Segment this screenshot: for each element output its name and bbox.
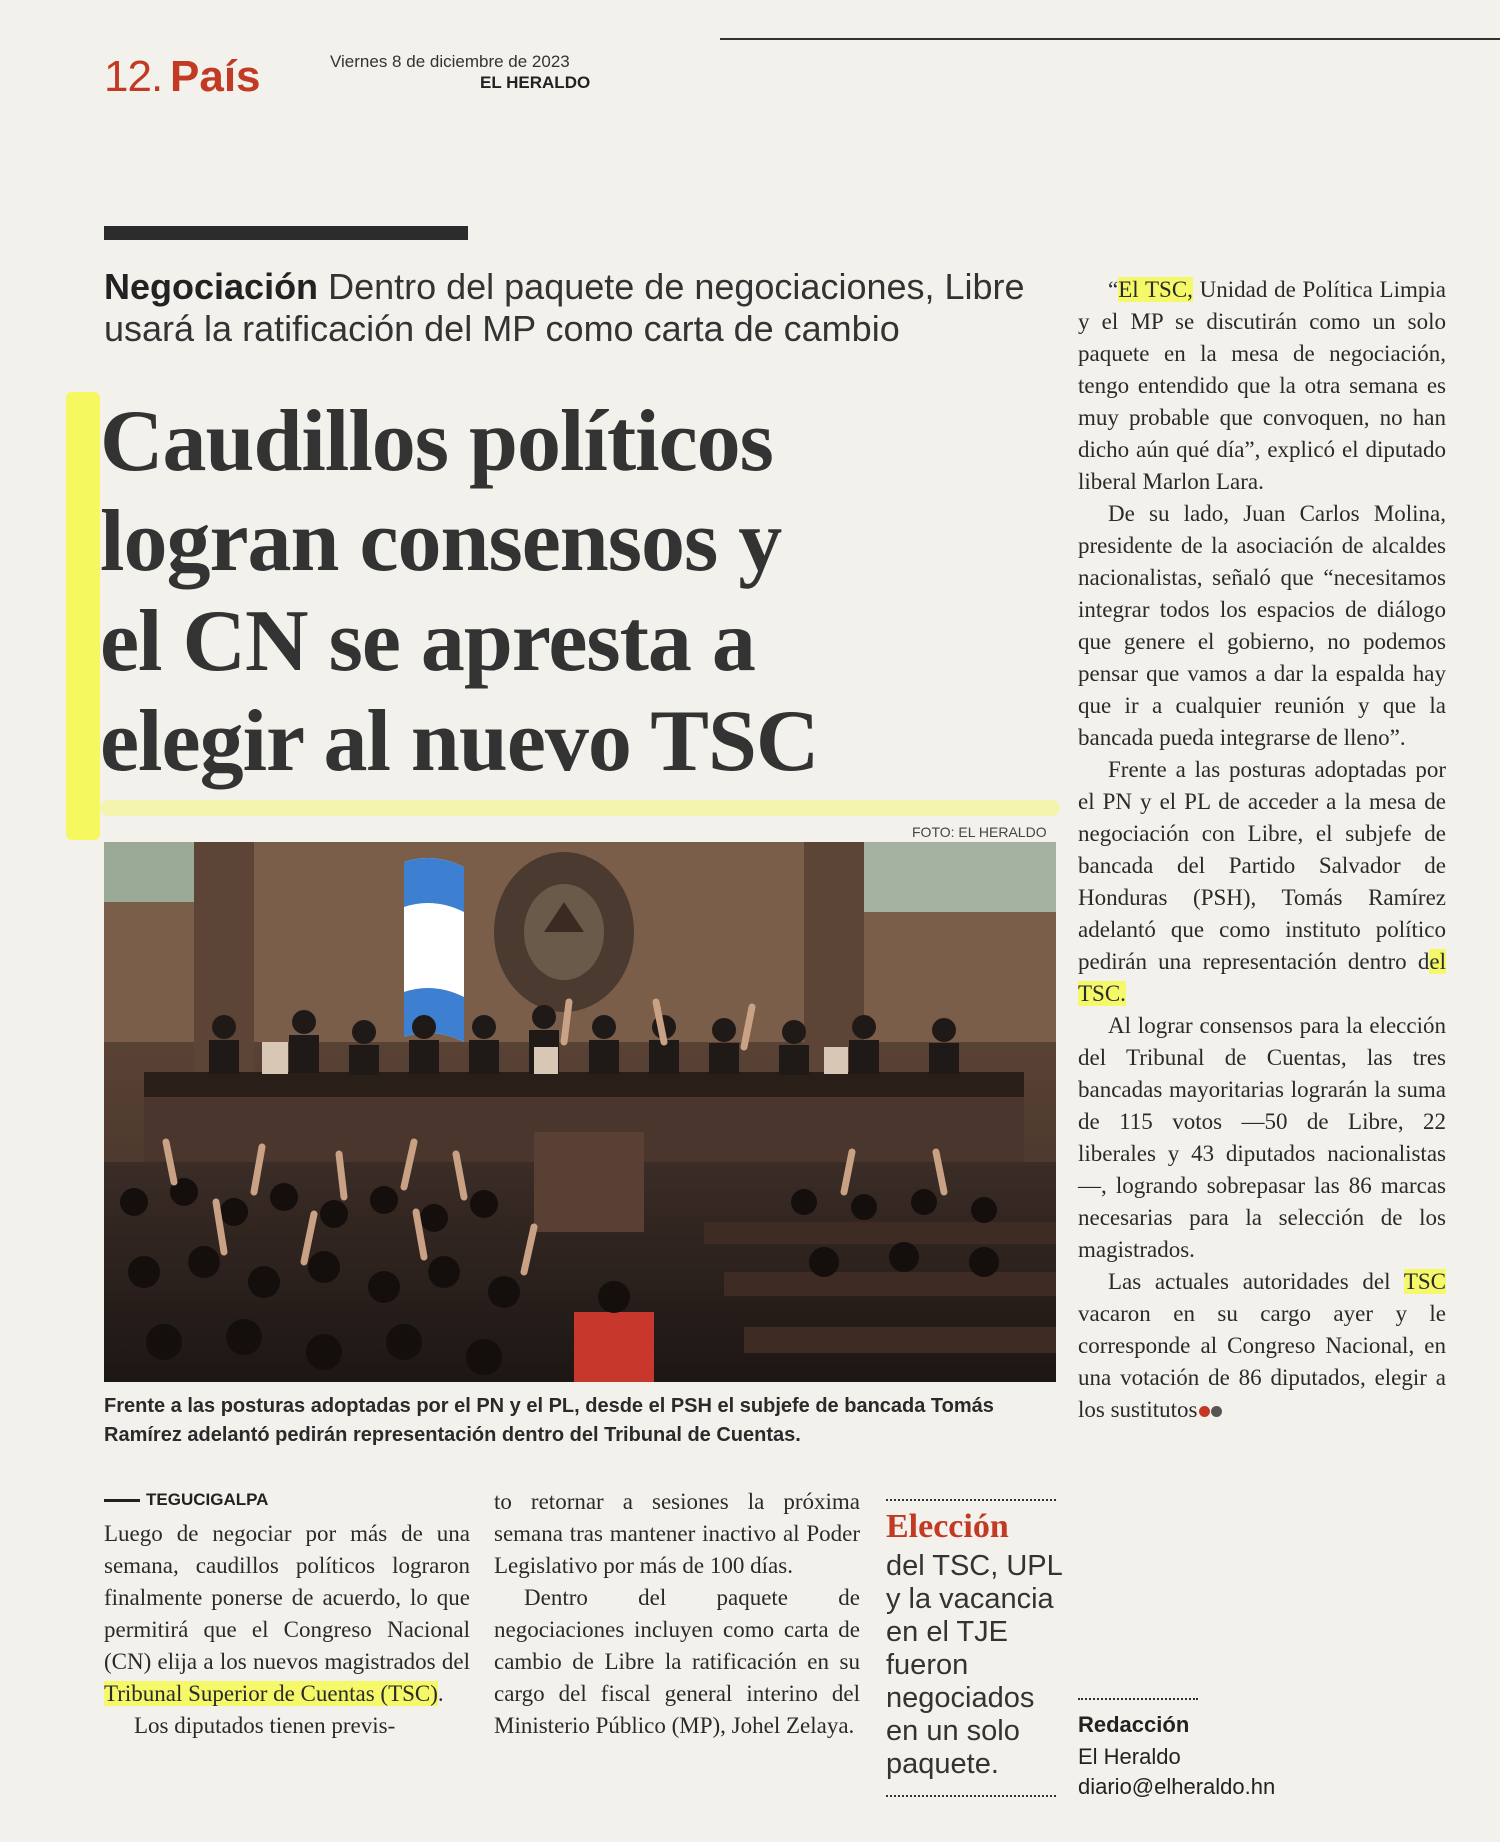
page-number: 12. — [104, 52, 163, 101]
article-top-bar — [104, 226, 468, 240]
sidebar-title: Elección — [886, 1508, 1009, 1545]
article-column-1 — [104, 1518, 470, 1742]
paragraph-text: “ — [1108, 277, 1119, 302]
dateline — [104, 1490, 268, 1510]
photo-credit: FOTO: EL HERALDO — [912, 824, 1047, 840]
kicker-text: Dentro del paquete de negociaciones, Libre usará la ratificación del MP como carta de cambio — [104, 266, 1025, 349]
dateline-text: TEGUCIGALPA — [146, 1490, 269, 1509]
sidebar-rule — [886, 1499, 1056, 1501]
article-paragraph: Los diputados tienen previs- — [134, 1713, 396, 1738]
article-paragraph — [104, 1518, 470, 1710]
paragraph-text: vacaron en su cargo ayer y le corresponde al Congreso Nacional, en una votación de 86 diputados, elegir a los sustitutos — [1078, 1301, 1446, 1422]
article-paragraph — [1078, 1266, 1446, 1426]
credit-source: El Heraldo — [1078, 1744, 1181, 1769]
credit-rule — [1078, 1698, 1198, 1700]
article-paragraph — [1078, 274, 1446, 498]
headline-line-1: Caudillos políticos — [100, 393, 773, 490]
highlighted-text: El TSC, — [1118, 277, 1193, 302]
paragraph-text: . — [437, 1681, 444, 1706]
highlighter-mark — [66, 392, 100, 840]
article-paragraph: Dentro del paquete de negociaciones incluyen como carta de cambio de Libre la ratificación en su cargo del fiscal general interino del Ministerio Público (MP), Johel Zelaya. — [494, 1585, 860, 1738]
credit-label: Redacción — [1078, 1712, 1190, 1737]
paragraph-text: Las actuales autoridades del — [1108, 1269, 1404, 1294]
highlighter-underline — [100, 800, 1060, 816]
end-mark-icon — [1211, 1406, 1222, 1417]
sidebar-text: del TSC, UPL y la vacancia en el TJE fueron negociados en un solo paquete. — [886, 1550, 1062, 1780]
photo-caption: Frente a las posturas adoptadas por el PN y el PL, desde el PSH el subjefe de bancada Tomás Ramírez adelantó pedirán representación dentro del Tribunal de Cuentas. — [104, 1395, 994, 1446]
highlighted-text: TSC — [1403, 1269, 1446, 1294]
kicker-label: Negociación — [104, 266, 319, 307]
sidebar-rule — [886, 1795, 1056, 1797]
article-paragraph: De su lado, Juan Carlos Molina, presidente de la asociación de alcaldes nacionalistas, señaló que “necesitamos integrar todos los espacios de diálogo que genere el gobierno, no podemos pensar que vamos a dar la espalda hay que ir a cualquier reunión y que la bancada pueda integrarse de lleno”. — [1078, 501, 1446, 750]
article-column-2 — [494, 1486, 860, 1742]
kicker — [104, 266, 1064, 350]
headline — [100, 392, 1040, 792]
paragraph-text: Unidad de Política Limpia y el MP se discutirán como un solo paquete en la mesa de negociación, tengo entendido que la otra semana es muy probable que convoquen, no han dicho aún qué día”, explicó el diputado liberal Marlon Lara. — [1078, 277, 1446, 494]
headline-line-3: el CN se apresta a — [100, 593, 755, 690]
article-paragraph: Al lograr consensos para la elección del Tribunal de Cuentas, las tres bancadas mayoritarias lograrán la suma de 115 votos —50 de Libre, 22 liberales y 43 diputados nacionalistas—, logrando sobrepasar las 86 marcas necesarias para la selección de los magistrados. — [1078, 1013, 1446, 1262]
congress-photo-image — [104, 842, 1056, 1382]
paragraph-text: Luego de negociar por más de una semana, caudillos políticos lograron finalmente ponerse de acuerdo, lo que permitirá que el Congreso Nacional (CN) elija a los nuevos magistrados del — [104, 1521, 470, 1674]
headline-line-2: logran consensos y — [100, 493, 782, 590]
headline-line-4: elegir al nuevo TSC — [100, 693, 819, 790]
header-date: Viernes 8 de diciembre de 2023 — [330, 52, 570, 71]
end-mark-icon — [1199, 1406, 1210, 1417]
header-rule — [720, 38, 1500, 40]
highlighted-text: Tribunal Superior de Cuentas (TSC) — [104, 1681, 438, 1706]
congress-photo — [104, 842, 1056, 1382]
article-column-right — [1078, 274, 1446, 1426]
article-paragraph: to retornar a sesiones la próxima semana tras mantener inactivo al Poder Legislativo por más de 100 días. — [494, 1489, 860, 1578]
credit-email[interactable]: diario@elheraldo.hn — [1078, 1774, 1276, 1799]
dateline-dash — [104, 1499, 140, 1502]
highlighted-text: el TSC. — [1078, 949, 1446, 1006]
paragraph-text: Frente a las posturas adoptadas por el PN y el PL de acceder a la mesa de negociación con Libre, el subjefe de bancada del Partido Salvador de Honduras (PSH), Tomás Ramírez adelantó que como instituto político pedirán una representación dentro d — [1078, 757, 1446, 974]
section-name: País — [170, 52, 261, 101]
newspaper-name: EL HERALDO — [480, 73, 591, 92]
article-paragraph — [1078, 754, 1446, 1010]
